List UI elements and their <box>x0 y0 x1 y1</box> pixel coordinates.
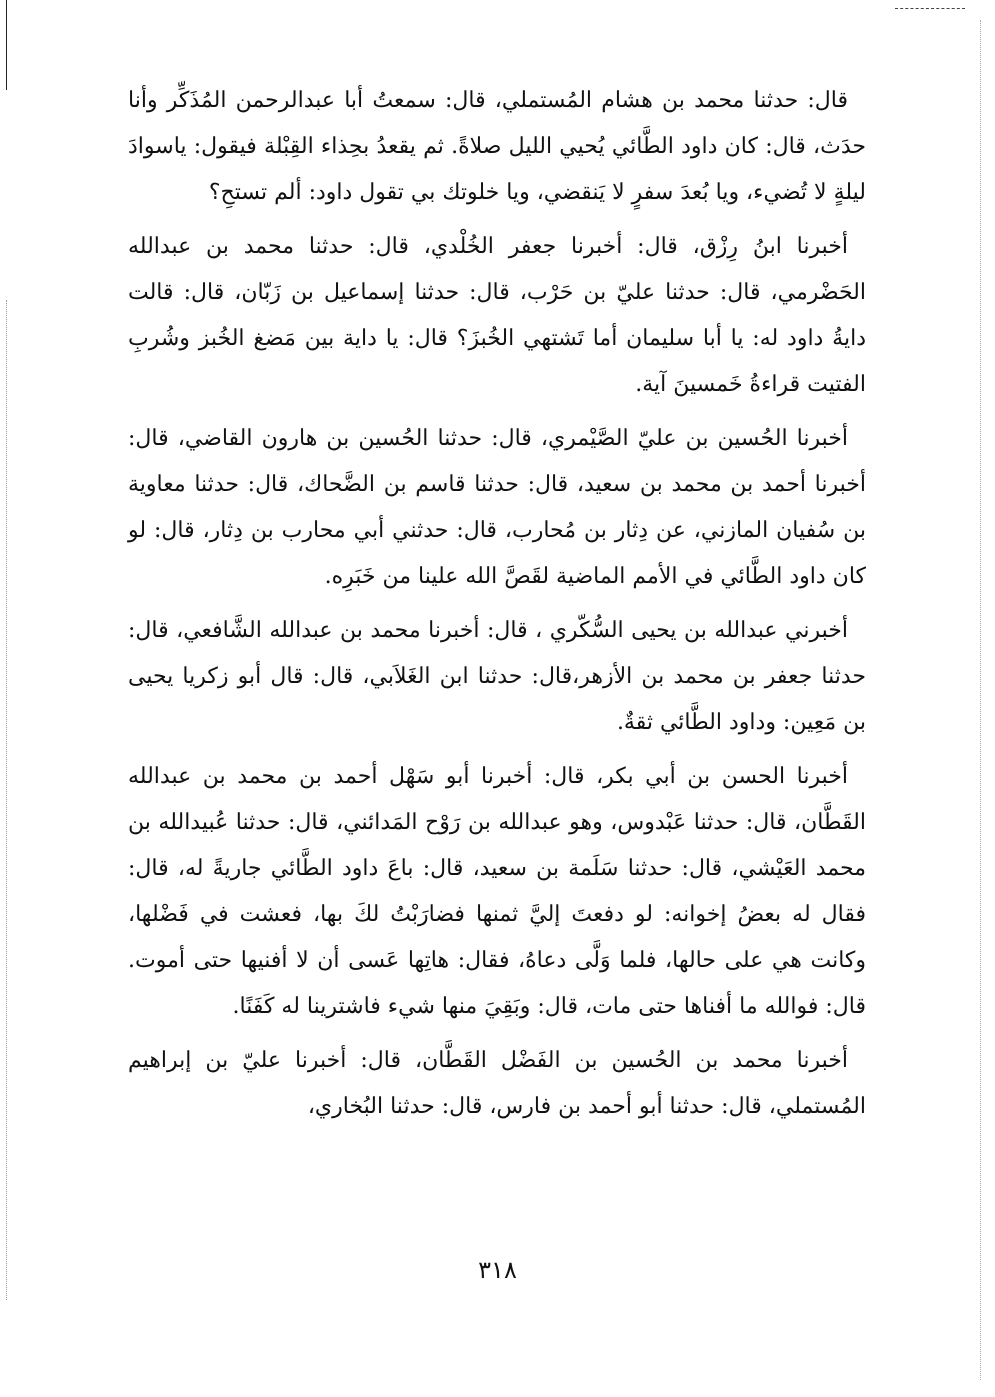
page-body-text <box>128 78 866 1138</box>
scan-top-dash-mark <box>895 8 965 9</box>
paragraph-1: قال: حدثنا محمد بن هشام المُستملي، قال: سمعتُ أبا عبدالرحمن المُذَكِّر وأنا حدَث، قال: كان داود الطَّائي يُحيي الليل صلاةً. ثم يقعدُ بحِذاء القِبْلة فيقول: ياسوادَ ليلةٍ لا تُضيء، ويا بُعدَ سفرٍ لا يَنقضي، ويا خلوتك بي تقول داود: ألم تستحِ؟ <box>128 88 866 205</box>
paragraph-2: أخبرنا ابنُ رِزْق، قال: أخبرنا جعفر الخُلْدي، قال: حدثنا محمد بن عبدالله الحَضْرمي، قال: حدثنا عليّ بن حَرْب، قال: حدثنا إسماعيل بن زَبّان، قال: قالت دايةُ داود له: يا أبا سليمان أما تَشتهي الخُبزَ؟ قال: يا داية بين مَضغ الخُبز وشُربِ الفتيت قراءةُ خَمسينَ آية. <box>128 234 866 397</box>
page-number: ٣١٨ <box>478 1256 517 1284</box>
paragraph-4: أخبرني عبدالله بن يحيى السُّكّري ، قال: أخبرنا محمد بن عبدالله الشَّافعي، قال: حدثنا جعفر بن محمد بن الأزهر،قال: حدثنا ابن الغَلاَبي، قال: قال أبو زكريا يحيى بن مَعِين: وداود الطَّائي ثقةٌ. <box>128 618 866 735</box>
scan-margin-dotted-line-right <box>980 20 981 1380</box>
paragraph-3: أخبرنا الحُسين بن عليّ الصَّيْمري، قال: حدثنا الحُسين بن هارون القاضي، قال: أخبرنا أحمد بن محمد بن سعيد، قال: حدثنا قاسم بن الضَّحاك، قال: حدثنا معاوية بن سُفيان المازني، عن دِثار بن مُحارب، قال: حدثني أبي محارب بن دِثار، قال: لو كان داود الطَّائي في الأمم الماضية لقَصَّ الله علينا من خَبَرِه. <box>128 426 866 589</box>
scan-margin-dotted-line-left <box>6 300 7 1300</box>
paragraph-5: أخبرنا الحسن بن أبي بكر، قال: أخبرنا أبو سَهْل أحمد بن محمد بن عبدالله القَطَّان، قال: حدثنا عَبْدوس، وهو عبدالله بن رَوْح المَدائني، قال: حدثنا عُبيدالله بن محمد العَيْشي، قال: حدثنا سَلَمة بن سعيد، قال: باعَ داود الطَّائي جاريةً له، قال: فقال له بعضُ إخوانه: لو دفعتَ إليَّ ثمنها فضارَبْتُ لكَ بها، فعشت في فَضْلها، وكانت هي على حالها، فلما وَلَّى دعاهُ، فقال: هاتِها عَسى أن لا أفنيها حتى أموت. قال: فوالله ما أفناها حتى مات، قال: وبَقِيَ منها شيء فاشترينا له كَفَنًا. <box>128 764 866 1019</box>
paragraph-6: أخبرنا محمد بن الحُسين بن الفَضْل القَطَّان، قال: أخبرنا عليّ بن إبراهيم المُستملي، قال: حدثنا أبو أحمد بن فارس، قال: حدثنا البُخاري، <box>128 1048 866 1119</box>
scan-edge-line <box>6 0 7 90</box>
